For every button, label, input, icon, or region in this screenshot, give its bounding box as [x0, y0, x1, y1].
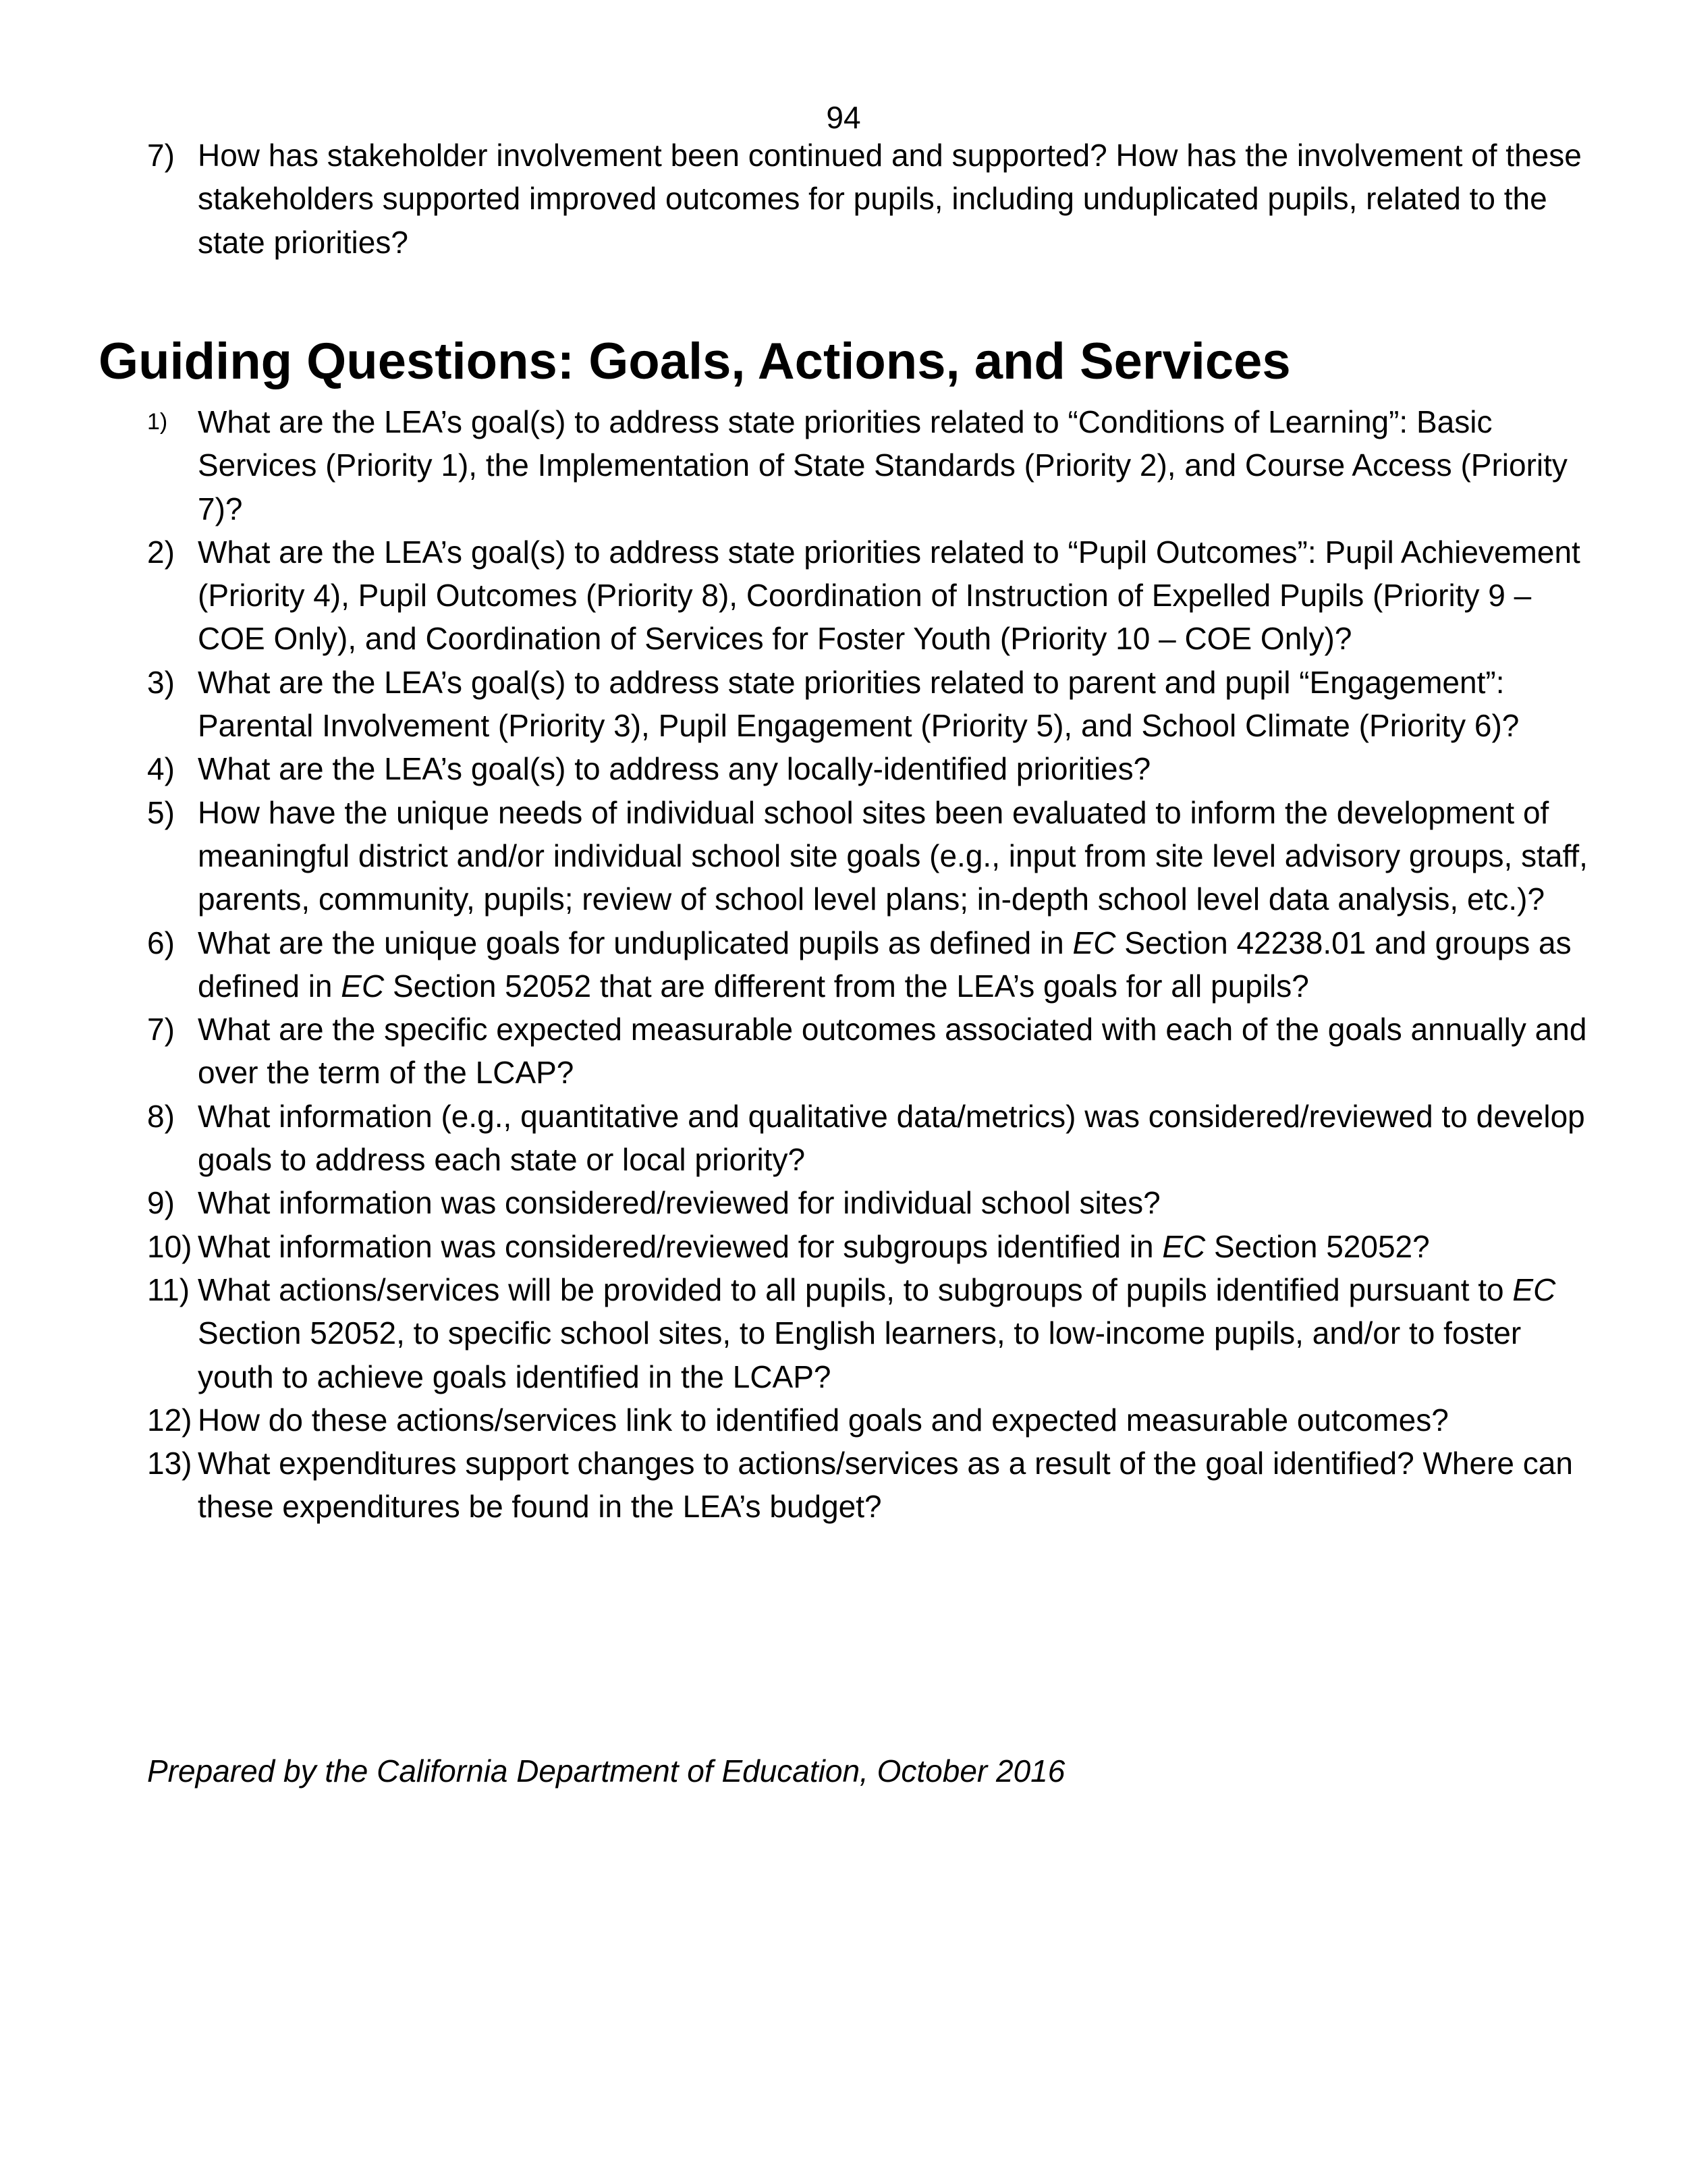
- item-number: 13): [147, 1446, 192, 1481]
- list-item: [0, 530, 1588, 661]
- item-text: What are the LEA’s goal(s) to address any locally-identified priorities?: [198, 751, 1151, 787]
- list-item: [0, 1398, 1588, 1442]
- item-text: What are the specific expected measurable outcomes associated with each of the goals annually and over the term of the LCAP?: [198, 1012, 1587, 1091]
- item-text: How do these actions/services link to identified goals and expected measurable outcomes?: [198, 1402, 1449, 1438]
- item-number: 10): [147, 1228, 192, 1264]
- item-number: 1): [147, 409, 168, 435]
- ec-abbreviation: EC: [1072, 925, 1116, 960]
- ec-abbreviation: EC: [1512, 1272, 1556, 1307]
- item-number: 9): [147, 1185, 175, 1221]
- text-segment: Section 52052, to specific school sites, to English learners, to low-income pupils, and/or to foster youth to achieve goals identified in the LCAP?: [198, 1315, 1522, 1394]
- item-number: 7): [147, 1012, 175, 1047]
- item-number: 4): [147, 751, 175, 787]
- item-text: What expenditures support changes to actions/services as a result of the goal identified? Where can these expenditures be found in the LEA’s budget?: [198, 1446, 1573, 1525]
- page-number: 94: [826, 100, 861, 135]
- guiding-questions-list: [0, 400, 1687, 1529]
- list-item: [0, 134, 1588, 264]
- list-item: [0, 1442, 1588, 1529]
- text-segment: What actions/services will be provided to all pupils, to subgroups of pupils identified pursuant to: [198, 1272, 1513, 1307]
- previous-section-list: [0, 134, 1687, 264]
- item-text: How has stakeholder involvement been continued and supported? How has the involvement of these stakeholders supported improved outcomes for pupils, including unduplicated pupils, related to the state priorities?: [198, 138, 1582, 260]
- ec-abbreviation: EC: [341, 968, 385, 1004]
- list-item: [0, 1225, 1588, 1268]
- item-text: [198, 1272, 1555, 1394]
- item-text: How have the unique needs of individual school sites been evaluated to inform the development of meaningful district and/or individual school site goals (e.g., input from site level advisory groups, staff, parents, community, pupils; review of school level plans; in-depth school level data analysis, etc.)?: [198, 794, 1588, 917]
- list-item: [0, 791, 1588, 921]
- section-heading: Guiding Questions: Goals, Actions, and Services: [99, 333, 1291, 390]
- item-text: [198, 1229, 1430, 1264]
- item-number: 2): [147, 534, 175, 570]
- list-item: [0, 1095, 1588, 1182]
- list-item: [0, 921, 1588, 1008]
- text-segment: Section 52052 that are different from the LEA’s goals for all pupils?: [384, 968, 1309, 1004]
- list-item: [0, 1181, 1588, 1224]
- item-text: What information was considered/reviewed for individual school sites?: [198, 1185, 1161, 1221]
- text-segment: Section 52052?: [1205, 1228, 1430, 1264]
- item-number: 11): [147, 1272, 190, 1307]
- text-segment: Section 42238.01 and groups as defined in: [198, 925, 1572, 1004]
- item-number: 5): [147, 794, 175, 830]
- item-number: 6): [147, 925, 175, 960]
- item-number: 8): [147, 1098, 175, 1134]
- item-text: What are the LEA’s goal(s) to address state priorities related to “Pupil Outcomes”: Pupil Achievement (Priority 4), Pupil Outcomes (Priority 8), Coordination of Instruction of Expelled Pupils (Priority 9 – COE Only), and Coordination of Services for Foster Youth (Priority 10 – COE Only)?: [198, 534, 1580, 657]
- ec-abbreviation: EC: [1162, 1228, 1206, 1264]
- list-item: [0, 661, 1588, 748]
- item-number: 3): [147, 664, 175, 700]
- item-text: What are the LEA’s goal(s) to address state priorities related to “Conditions of Learning”: Basic Services (Priority 1), the Implementation of State Standards (Priority 2), and Course Access (Priority 7)?: [198, 404, 1568, 526]
- item-number: 7): [147, 138, 175, 173]
- item-text: [198, 925, 1572, 1004]
- item-number: 12): [147, 1402, 192, 1438]
- footer-credit: Prepared by the California Department of Education, October 2016: [147, 1753, 1066, 1789]
- item-text: What are the LEA’s goal(s) to address state priorities related to parent and pupil “Engagement”: Parental Involvement (Priority 3), Pupil Engagement (Priority 5), and School Climate (Priority 6)?: [198, 664, 1520, 744]
- list-item: [0, 1008, 1588, 1095]
- list-item: [0, 400, 1588, 530]
- list-item: [0, 1268, 1588, 1398]
- text-segment: What information was considered/reviewed for subgroups identified in: [198, 1228, 1163, 1264]
- list-item: [0, 747, 1588, 790]
- item-text: What information (e.g., quantitative and qualitative data/metrics) was considered/reviewed to develop goals to address each state or local priority?: [198, 1098, 1585, 1178]
- text-segment: What are the unique goals for unduplicated pupils as defined in: [198, 925, 1073, 960]
